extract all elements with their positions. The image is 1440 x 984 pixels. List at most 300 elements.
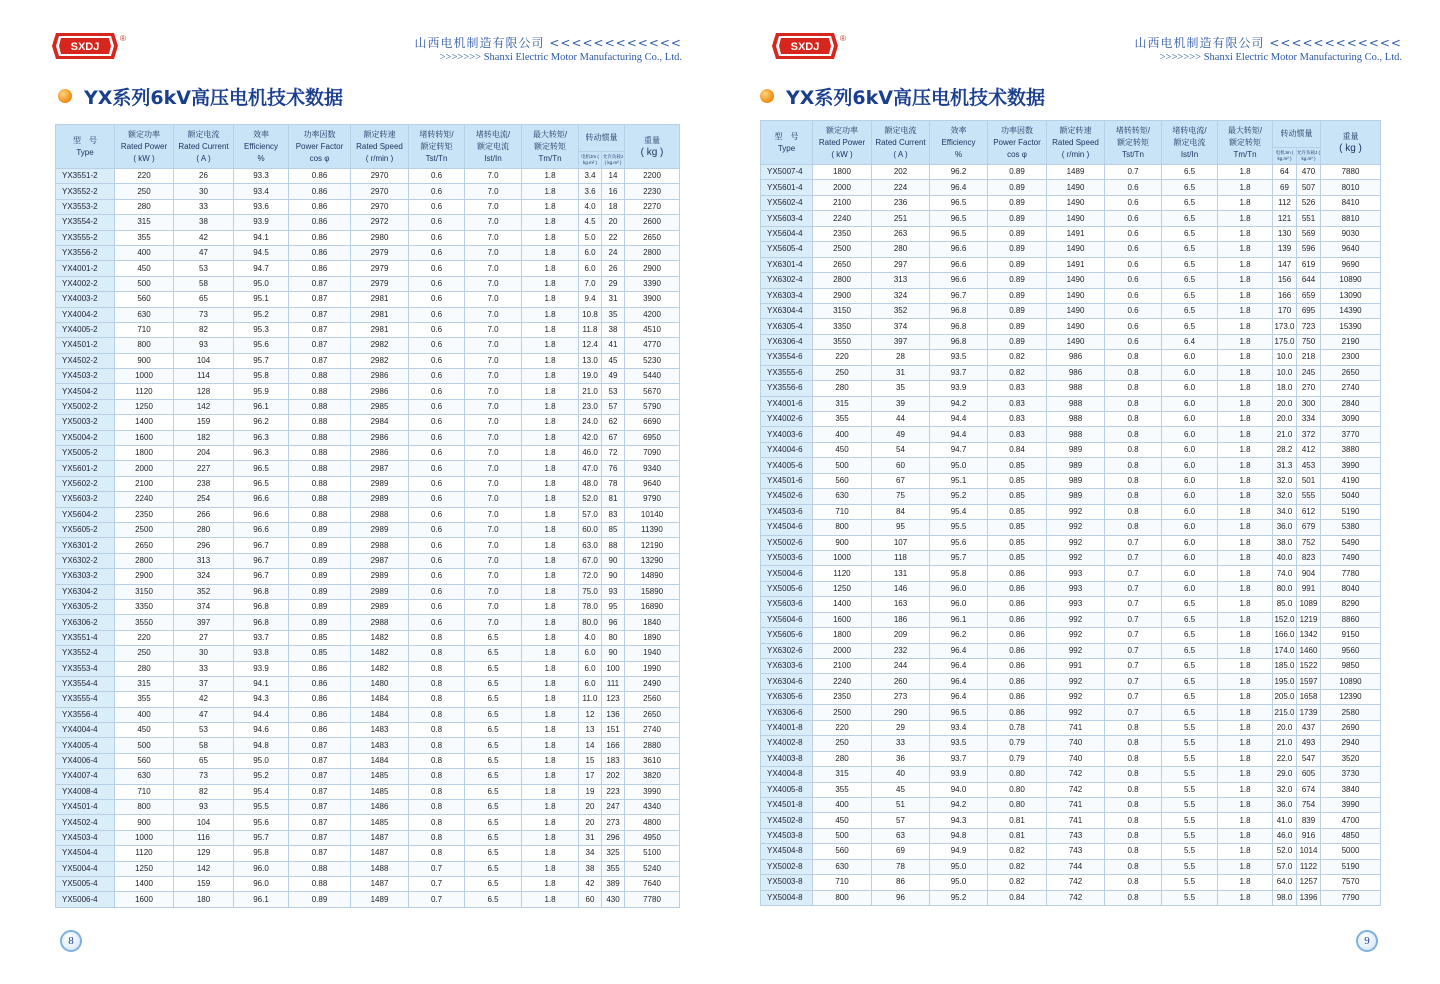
cell-efficiency: 94.4 <box>930 412 988 427</box>
cell-tm-tn: 1.8 <box>522 492 579 507</box>
cell-rated-speed: 740 <box>1047 751 1105 766</box>
cell-moi-load: 437 <box>1297 720 1321 735</box>
cell-ist-in: 6.5 <box>465 707 522 722</box>
header-rated-speed-line: Rated Speed <box>356 141 403 151</box>
cell-moi-load: 24 <box>602 245 625 260</box>
cell-type: YX4005-6 <box>761 458 813 473</box>
cell-tm-tn: 1.8 <box>1218 442 1273 457</box>
header-weight-line: ( kg ) <box>640 146 664 158</box>
cell-ist-in: 7.0 <box>465 599 522 614</box>
cell-weight: 12390 <box>1321 689 1381 704</box>
spec-table-container <box>55 124 679 908</box>
cell-tm-tn: 1.8 <box>522 307 579 322</box>
cell-moi-load: 218 <box>1297 350 1321 365</box>
cell-weight: 7880 <box>1321 165 1381 180</box>
cell-rated-power: 280 <box>115 661 174 676</box>
cell-rated-current: 352 <box>872 303 930 318</box>
table-row <box>56 369 680 384</box>
cell-weight: 3520 <box>1321 751 1381 766</box>
cell-efficiency: 94.0 <box>930 782 988 797</box>
cell-weight: 3900 <box>625 292 680 307</box>
cell-type: YX5601-4 <box>761 180 813 195</box>
cell-tm-tn: 1.8 <box>1218 180 1273 195</box>
cell-moi-motor: 46.0 <box>579 446 602 461</box>
cell-type: YX6302-2 <box>56 553 115 568</box>
cell-tm-tn: 1.8 <box>522 753 579 768</box>
cell-power-factor: 0.86 <box>289 169 351 184</box>
cell-moi-motor: 10.0 <box>1273 350 1297 365</box>
cell-rated-speed: 1490 <box>1047 242 1105 257</box>
cell-efficiency: 96.4 <box>930 643 988 658</box>
cell-type: YX6304-6 <box>761 674 813 689</box>
table-row <box>761 659 1381 674</box>
cell-rated-power: 2900 <box>813 288 872 303</box>
cell-tm-tn: 1.8 <box>522 353 579 368</box>
cell-moi-motor: 19 <box>579 784 602 799</box>
cell-moi-motor: 121 <box>1273 211 1297 226</box>
cell-rated-speed: 2986 <box>351 430 409 445</box>
cell-type: YX3556-6 <box>761 381 813 396</box>
cell-moi-motor: 15 <box>579 753 602 768</box>
header-rated-speed-line: Rated Speed <box>1052 137 1099 147</box>
cell-power-factor: 0.86 <box>988 581 1047 596</box>
cell-weight: 14390 <box>1321 303 1381 318</box>
cell-power-factor: 0.86 <box>988 597 1047 612</box>
cell-tst-tn: 0.6 <box>409 584 465 599</box>
cell-ist-in: 6.0 <box>1162 581 1218 596</box>
cell-moi-motor: 57.0 <box>1273 859 1297 874</box>
cell-power-factor: 0.86 <box>289 245 351 260</box>
cell-power-factor: 0.86 <box>988 659 1047 674</box>
cell-tm-tn: 1.8 <box>522 569 579 584</box>
cell-rated-power: 450 <box>115 723 174 738</box>
cell-moi-motor: 60.0 <box>579 522 602 537</box>
cell-moi-load: 1658 <box>1297 689 1321 704</box>
cell-moi-motor: 3.6 <box>579 184 602 199</box>
cell-weight: 5490 <box>1321 535 1381 550</box>
header-rated-current-line: 额定电流 <box>884 125 917 135</box>
cell-weight: 4510 <box>625 322 680 337</box>
cell-rated-speed: 1485 <box>351 769 409 784</box>
cell-power-factor: 0.89 <box>289 892 351 907</box>
cell-type: YX4005-8 <box>761 782 813 797</box>
cell-tm-tn: 1.8 <box>1218 828 1273 843</box>
cell-tst-tn: 0.7 <box>1105 550 1162 565</box>
cell-type: YX5002-6 <box>761 535 813 550</box>
cell-rated-current: 49 <box>872 427 930 442</box>
cell-tst-tn: 0.6 <box>409 307 465 322</box>
cell-power-factor: 0.88 <box>289 876 351 891</box>
cell-type: YX6305-4 <box>761 319 813 334</box>
cell-rated-power: 1400 <box>115 415 174 430</box>
cell-moi-load: 334 <box>1297 412 1321 427</box>
cell-weight: 3090 <box>1321 412 1381 427</box>
cell-rated-current: 33 <box>174 199 234 214</box>
cell-rated-speed: 1490 <box>1047 288 1105 303</box>
cell-rated-power: 1000 <box>115 369 174 384</box>
cell-rated-power: 280 <box>813 751 872 766</box>
cell-tst-tn: 0.7 <box>1105 535 1162 550</box>
cell-type: YX3554-4 <box>56 676 115 691</box>
cell-efficiency: 96.0 <box>930 597 988 612</box>
cell-rated-speed: 741 <box>1047 797 1105 812</box>
cell-moi-motor: 12 <box>579 707 602 722</box>
cell-moi-motor: 80.0 <box>1273 581 1297 596</box>
cell-weight: 2650 <box>625 707 680 722</box>
cell-moi-load: 1014 <box>1297 844 1321 859</box>
cell-type: YX5005-2 <box>56 446 115 461</box>
cell-rated-current: 60 <box>872 458 930 473</box>
cell-ist-in: 7.0 <box>465 584 522 599</box>
cell-moi-motor: 173.0 <box>1273 319 1297 334</box>
cell-rated-current: 47 <box>174 245 234 260</box>
cell-rated-current: 236 <box>872 195 930 210</box>
header-tst-tn <box>1105 121 1162 165</box>
table-row <box>761 489 1381 504</box>
cell-rated-current: 260 <box>872 674 930 689</box>
cell-ist-in: 7.0 <box>465 353 522 368</box>
table-row <box>761 396 1381 411</box>
table-row <box>761 412 1381 427</box>
cell-tst-tn: 0.6 <box>409 230 465 245</box>
cell-rated-current: 75 <box>872 489 930 504</box>
cell-rated-power: 1000 <box>813 550 872 565</box>
cell-power-factor: 0.85 <box>988 520 1047 535</box>
cell-tst-tn: 0.8 <box>409 646 465 661</box>
cell-rated-current: 114 <box>174 369 234 384</box>
cell-tst-tn: 0.8 <box>409 661 465 676</box>
cell-tst-tn: 0.6 <box>409 430 465 445</box>
cell-moi-load: 14 <box>602 169 625 184</box>
cell-tst-tn: 0.8 <box>409 630 465 645</box>
cell-ist-in: 7.0 <box>465 384 522 399</box>
cell-rated-current: 104 <box>174 815 234 830</box>
header-type <box>761 121 813 165</box>
cell-efficiency: 95.6 <box>234 815 289 830</box>
cell-rated-current: 159 <box>174 415 234 430</box>
cell-tst-tn: 0.8 <box>409 846 465 861</box>
cell-rated-power: 355 <box>813 782 872 797</box>
cell-moi-load: 90 <box>602 553 625 568</box>
cell-type: YX4001-2 <box>56 261 115 276</box>
cell-moi-motor: 74.0 <box>1273 566 1297 581</box>
header-tst-tn <box>409 125 465 169</box>
cell-moi-motor: 36.0 <box>1273 797 1297 812</box>
cell-efficiency: 96.0 <box>234 861 289 876</box>
cell-efficiency: 96.0 <box>930 581 988 596</box>
cell-rated-current: 297 <box>872 257 930 272</box>
cell-tst-tn: 0.7 <box>1105 165 1162 180</box>
cell-weight: 3610 <box>625 753 680 768</box>
company-name-cn: 山西电机制造有限公司 <<<<<<<<<<<< <box>1134 36 1402 50</box>
cell-rated-speed: 2988 <box>351 615 409 630</box>
cell-type: YX4503-6 <box>761 504 813 519</box>
cell-tm-tn: 1.8 <box>522 245 579 260</box>
cell-type: YX4004-4 <box>56 723 115 738</box>
cell-power-factor: 0.79 <box>988 736 1047 751</box>
cell-tst-tn: 0.7 <box>1105 597 1162 612</box>
cell-moi-load: 49 <box>602 369 625 384</box>
cell-rated-current: 42 <box>174 692 234 707</box>
cell-efficiency: 96.5 <box>234 461 289 476</box>
cell-ist-in: 6.5 <box>1162 628 1218 643</box>
cell-rated-power: 1400 <box>813 597 872 612</box>
cell-ist-in: 6.5 <box>465 876 522 891</box>
cell-tm-tn: 1.8 <box>1218 597 1273 612</box>
cell-rated-speed: 1482 <box>351 630 409 645</box>
cell-moi-load: 372 <box>1297 427 1321 442</box>
cell-weight: 14890 <box>625 569 680 584</box>
cell-weight: 2900 <box>625 261 680 276</box>
cell-moi-motor: 31.3 <box>1273 458 1297 473</box>
table-row <box>761 427 1381 442</box>
cell-ist-in: 7.0 <box>465 476 522 491</box>
cell-weight: 2740 <box>625 723 680 738</box>
cell-tst-tn: 0.8 <box>1105 736 1162 751</box>
table-row <box>761 767 1381 782</box>
cell-moi-motor: 170 <box>1273 303 1297 318</box>
cell-type: YX5005-4 <box>56 876 115 891</box>
cell-tst-tn: 0.6 <box>409 522 465 537</box>
cell-rated-current: 280 <box>174 522 234 537</box>
cell-efficiency: 96.7 <box>234 553 289 568</box>
cell-rated-speed: 2987 <box>351 553 409 568</box>
cell-tst-tn: 0.6 <box>409 215 465 230</box>
cell-type: YX5004-6 <box>761 566 813 581</box>
cell-efficiency: 93.6 <box>234 199 289 214</box>
cell-rated-speed: 2981 <box>351 307 409 322</box>
cell-rated-speed: 2986 <box>351 384 409 399</box>
cell-tst-tn: 0.8 <box>1105 520 1162 535</box>
cell-rated-current: 227 <box>174 461 234 476</box>
header-rated-power-line: ( kW ) <box>831 149 853 159</box>
cell-type: YX4005-4 <box>56 738 115 753</box>
cell-moi-load: 752 <box>1297 535 1321 550</box>
cell-rated-current: 104 <box>174 353 234 368</box>
cell-type: YX3552-4 <box>56 646 115 661</box>
cell-tst-tn: 0.6 <box>1105 180 1162 195</box>
cell-weight: 2230 <box>625 184 680 199</box>
cell-moi-motor: 22.0 <box>1273 751 1297 766</box>
cell-power-factor: 0.89 <box>988 226 1047 241</box>
cell-type: YX4504-8 <box>761 844 813 859</box>
cell-tm-tn: 1.8 <box>522 184 579 199</box>
cell-weight: 1840 <box>625 615 680 630</box>
cell-moi-motor: 11.0 <box>579 692 602 707</box>
table-row <box>761 890 1381 905</box>
cell-rated-current: 27 <box>174 630 234 645</box>
cell-tm-tn: 1.8 <box>1218 612 1273 627</box>
header-tst-tn-line: 堵转转矩/ <box>1115 125 1151 135</box>
cell-rated-power: 1250 <box>115 399 174 414</box>
cell-tm-tn: 1.8 <box>522 476 579 491</box>
cell-rated-power: 400 <box>813 797 872 812</box>
cell-power-factor: 0.86 <box>988 643 1047 658</box>
cell-tm-tn: 1.8 <box>1218 473 1273 488</box>
cell-moi-load: 72 <box>602 446 625 461</box>
cell-rated-speed: 993 <box>1047 581 1105 596</box>
header-ist-in <box>1162 121 1218 165</box>
cell-rated-speed: 1483 <box>351 723 409 738</box>
cell-power-factor: 0.85 <box>289 630 351 645</box>
cell-power-factor: 0.83 <box>988 381 1047 396</box>
cell-efficiency: 96.0 <box>234 876 289 891</box>
cell-rated-current: 69 <box>872 844 930 859</box>
cell-rated-speed: 1487 <box>351 876 409 891</box>
cell-rated-power: 3350 <box>115 599 174 614</box>
cell-type: YX4501-2 <box>56 338 115 353</box>
cell-type: YX4004-6 <box>761 442 813 457</box>
cell-rated-speed: 1480 <box>351 676 409 691</box>
cell-tm-tn: 1.8 <box>1218 165 1273 180</box>
cell-moi-motor: 20.0 <box>1273 412 1297 427</box>
cell-rated-speed: 1490 <box>1047 195 1105 210</box>
cell-tm-tn: 1.8 <box>1218 412 1273 427</box>
cell-ist-in: 6.0 <box>1162 550 1218 565</box>
cell-ist-in: 6.5 <box>1162 273 1218 288</box>
cell-weight: 5190 <box>1321 859 1381 874</box>
cell-tm-tn: 1.8 <box>522 661 579 676</box>
cell-power-factor: 0.88 <box>289 369 351 384</box>
cell-moi-load: 151 <box>602 723 625 738</box>
cell-tst-tn: 0.8 <box>1105 828 1162 843</box>
cell-rated-current: 73 <box>174 307 234 322</box>
cell-ist-in: 6.5 <box>1162 689 1218 704</box>
cell-moi-motor: 48.0 <box>579 476 602 491</box>
cell-tm-tn: 1.8 <box>1218 875 1273 890</box>
cell-moi-load: 1219 <box>1297 612 1321 627</box>
header-ist-in-line: 额定电流 <box>477 141 509 151</box>
cell-efficiency: 95.0 <box>930 875 988 890</box>
cell-moi-load: 1122 <box>1297 859 1321 874</box>
table-row <box>761 689 1381 704</box>
cell-rated-power: 800 <box>115 338 174 353</box>
cell-rated-speed: 1489 <box>351 892 409 907</box>
cell-moi-load: 1739 <box>1297 705 1321 720</box>
cell-rated-current: 180 <box>174 892 234 907</box>
cell-tm-tn: 1.8 <box>522 738 579 753</box>
cell-ist-in: 7.0 <box>465 292 522 307</box>
cell-tst-tn: 0.7 <box>409 861 465 876</box>
cell-rated-current: 280 <box>872 242 930 257</box>
cell-rated-power: 250 <box>115 646 174 661</box>
header-moi-motor: 电机Jm ( kg.m² ) <box>581 154 599 165</box>
cell-rated-speed: 2989 <box>351 522 409 537</box>
cell-tst-tn: 0.6 <box>409 322 465 337</box>
cell-type: YX5007-4 <box>761 165 813 180</box>
cell-type: YX4002-2 <box>56 276 115 291</box>
cell-rated-speed: 1484 <box>351 692 409 707</box>
cell-tm-tn: 1.8 <box>522 538 579 553</box>
cell-moi-load: 136 <box>602 707 625 722</box>
cell-tm-tn: 1.8 <box>1218 211 1273 226</box>
cell-ist-in: 6.0 <box>1162 473 1218 488</box>
cell-moi-motor: 205.0 <box>1273 689 1297 704</box>
table-row <box>761 257 1381 272</box>
cell-rated-current: 38 <box>174 215 234 230</box>
cell-efficiency: 96.8 <box>234 615 289 630</box>
table-row <box>56 384 680 399</box>
table-row <box>56 538 680 553</box>
svg-text:SXDJ: SXDJ <box>790 41 820 53</box>
cell-efficiency: 95.0 <box>234 276 289 291</box>
cell-tst-tn: 0.6 <box>409 245 465 260</box>
cell-ist-in: 7.0 <box>465 446 522 461</box>
cell-type: YX4001-8 <box>761 720 813 735</box>
cell-moi-motor: 14 <box>579 738 602 753</box>
cell-efficiency: 93.9 <box>930 767 988 782</box>
cell-tst-tn: 0.8 <box>1105 365 1162 380</box>
cell-tm-tn: 1.8 <box>522 292 579 307</box>
cell-efficiency: 96.7 <box>234 569 289 584</box>
cell-moi-motor: 72.0 <box>579 569 602 584</box>
cell-power-factor: 0.82 <box>988 365 1047 380</box>
table-row <box>761 180 1381 195</box>
cell-moi-motor: 19.0 <box>579 369 602 384</box>
cell-tm-tn: 1.8 <box>1218 427 1273 442</box>
cell-type: YX4503-4 <box>56 830 115 845</box>
cell-power-factor: 0.88 <box>289 861 351 876</box>
cell-weight: 2880 <box>625 738 680 753</box>
cell-tst-tn: 0.6 <box>409 384 465 399</box>
cell-type: YX5603-4 <box>761 211 813 226</box>
cell-ist-in: 6.5 <box>1162 226 1218 241</box>
cell-ist-in: 7.0 <box>465 338 522 353</box>
cell-ist-in: 7.0 <box>465 399 522 414</box>
cell-type: YX5002-2 <box>56 399 115 414</box>
cell-efficiency: 96.6 <box>234 507 289 522</box>
header-rated-power-line: 额定功率 <box>826 125 858 135</box>
table-row <box>761 720 1381 735</box>
cell-rated-speed: 1490 <box>1047 211 1105 226</box>
cell-ist-in: 6.5 <box>1162 195 1218 210</box>
cell-rated-current: 397 <box>872 334 930 349</box>
cell-rated-power: 1600 <box>115 430 174 445</box>
cell-efficiency: 96.4 <box>930 674 988 689</box>
table-row <box>56 861 680 876</box>
header-efficiency-line: 效率 <box>950 125 967 135</box>
cell-tm-tn: 1.8 <box>522 446 579 461</box>
cell-tst-tn: 0.8 <box>1105 412 1162 427</box>
cell-ist-in: 6.0 <box>1162 365 1218 380</box>
cell-type: YX4502-8 <box>761 813 813 828</box>
cell-tm-tn: 1.8 <box>522 692 579 707</box>
header-power-factor <box>988 121 1047 165</box>
cell-rated-power: 220 <box>115 630 174 645</box>
cell-moi-motor: 20.0 <box>1273 396 1297 411</box>
cell-weight: 3730 <box>1321 767 1381 782</box>
spec-table <box>760 120 1381 906</box>
cell-rated-current: 204 <box>174 446 234 461</box>
cell-weight: 8810 <box>1321 211 1381 226</box>
table-row <box>761 535 1381 550</box>
cell-efficiency: 95.2 <box>234 307 289 322</box>
cell-efficiency: 95.2 <box>930 489 988 504</box>
header-moment-of-inertia <box>1273 121 1321 165</box>
cell-tm-tn: 1.8 <box>1218 550 1273 565</box>
cell-power-factor: 0.85 <box>988 504 1047 519</box>
cell-moi-load: 41 <box>602 338 625 353</box>
table-row <box>56 476 680 491</box>
cell-type: YX4003-8 <box>761 751 813 766</box>
cell-rated-power: 2000 <box>115 461 174 476</box>
cell-moi-load: 18 <box>602 199 625 214</box>
cell-efficiency: 94.6 <box>234 723 289 738</box>
cell-tst-tn: 0.6 <box>409 569 465 584</box>
header-efficiency <box>930 121 988 165</box>
cell-weight: 7780 <box>625 892 680 907</box>
cell-efficiency: 95.0 <box>930 458 988 473</box>
